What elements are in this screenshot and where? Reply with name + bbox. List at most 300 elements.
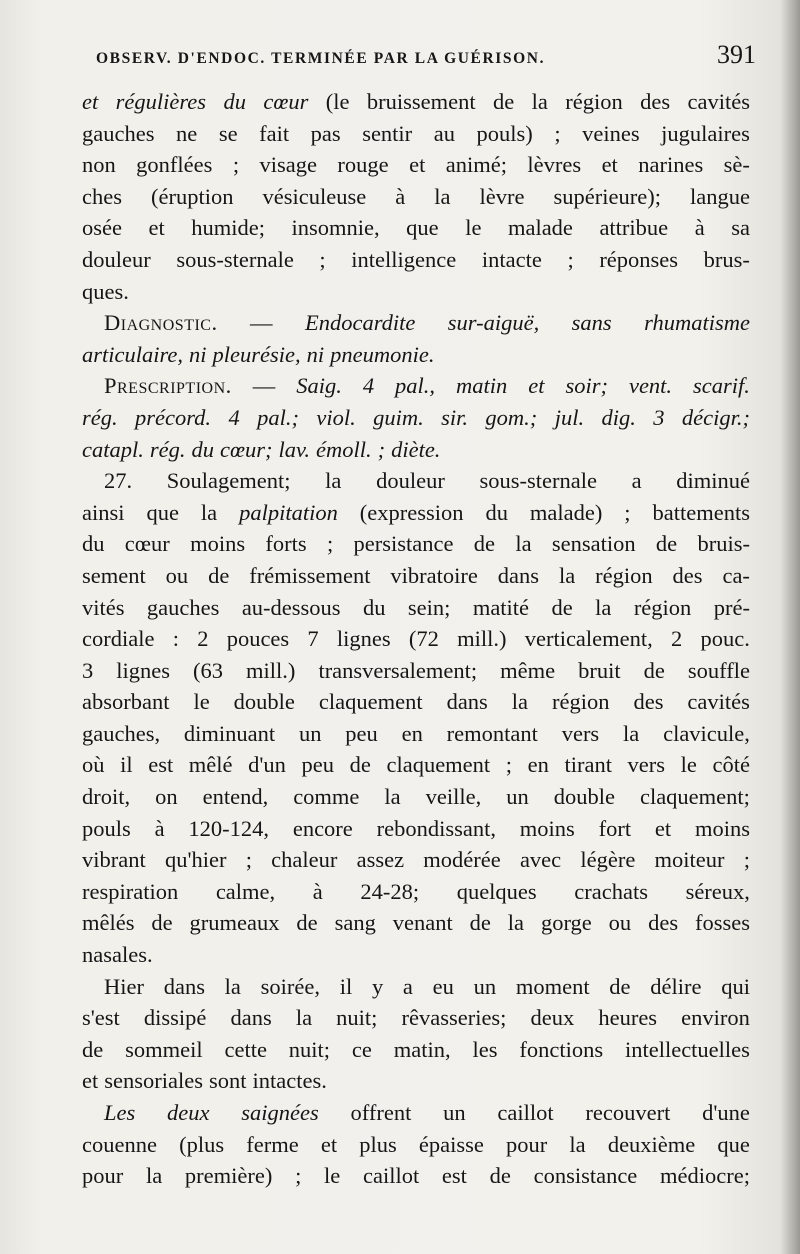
word: épaisse	[418, 1131, 484, 1157]
word: de	[208, 562, 230, 588]
word: ;	[319, 246, 326, 272]
word: dig.	[601, 404, 636, 430]
word: cordiale	[82, 626, 155, 652]
word: région	[552, 689, 610, 715]
word: région	[595, 562, 653, 588]
text-line	[82, 497, 750, 529]
text-line	[82, 118, 750, 150]
word: la	[531, 89, 548, 114]
word: diète.	[391, 436, 441, 462]
word: en	[401, 720, 423, 746]
word: ni	[189, 341, 207, 367]
word: la	[145, 1163, 163, 1189]
word: vibratoire	[390, 562, 478, 588]
word: fait	[259, 120, 290, 146]
word: ;	[505, 752, 513, 778]
word: la	[507, 910, 525, 936]
word: saignées	[241, 1100, 319, 1125]
word: sir.	[441, 404, 469, 430]
word: au-dessous	[241, 594, 341, 620]
word: Endocardite	[304, 310, 416, 336]
word: Saig.	[296, 373, 342, 399]
word: ;	[554, 120, 561, 146]
word: guim.	[373, 404, 424, 430]
word: du	[191, 436, 214, 462]
page-number: 391	[717, 40, 756, 69]
word: y	[371, 973, 384, 999]
word: moins	[190, 531, 246, 557]
word: réponses	[599, 246, 679, 272]
word: même	[500, 657, 556, 683]
word: heures	[598, 1005, 658, 1031]
text-line	[82, 434, 750, 466]
word: le	[465, 215, 482, 241]
word: double	[233, 689, 295, 715]
word: claquement	[318, 689, 423, 715]
word: humide;	[191, 215, 266, 241]
word: à	[395, 183, 406, 209]
word: et	[82, 89, 99, 114]
word: remontant	[446, 720, 538, 746]
word: gauches	[146, 594, 220, 620]
word: des	[640, 89, 671, 114]
word: sè-	[723, 152, 750, 178]
word: —	[250, 310, 273, 336]
word: de	[492, 89, 515, 114]
word: d'un	[248, 752, 286, 778]
word: la	[623, 720, 640, 746]
word: mill.)	[246, 657, 296, 683]
word: claquement;	[639, 784, 750, 810]
word: douleur	[376, 468, 445, 494]
word: eu	[432, 973, 454, 999]
word: cœur	[124, 531, 170, 557]
word: langue	[689, 183, 750, 209]
word: la	[515, 531, 532, 557]
word: encore	[292, 815, 353, 841]
text-line	[82, 781, 750, 813]
word: intelligence	[351, 246, 457, 272]
word: souffle	[687, 657, 750, 683]
word: la	[511, 689, 529, 715]
word: ferme	[246, 1131, 299, 1157]
word: 3	[82, 657, 94, 683]
word: précord.	[135, 404, 212, 430]
word: des	[648, 910, 679, 936]
word: bruit	[578, 657, 621, 683]
word: ;	[377, 436, 386, 462]
word: ques.	[82, 278, 129, 304]
word: un	[443, 1100, 466, 1125]
text-line	[82, 1129, 750, 1161]
word: nuit;	[288, 1036, 331, 1062]
word: absorbant	[82, 689, 170, 715]
word: sur-aiguë,	[447, 310, 540, 336]
word: pouc.	[700, 626, 750, 652]
word: scarif.	[693, 373, 750, 399]
word: jugulaires	[661, 120, 750, 146]
word: de	[296, 910, 318, 936]
word: sommeil	[125, 1036, 203, 1062]
word: 120-124,	[188, 815, 270, 841]
word: du	[485, 499, 508, 525]
word: lèvres	[527, 152, 582, 178]
text-line	[82, 370, 750, 402]
word: les	[472, 1036, 498, 1062]
word: 3	[653, 404, 665, 430]
word: 24-28;	[360, 878, 420, 904]
word: il	[339, 973, 353, 999]
word: sement	[82, 562, 146, 588]
word: d'une	[702, 1100, 750, 1125]
word: lèvre	[479, 183, 525, 209]
word: entend,	[202, 784, 269, 810]
word: animé;	[445, 152, 507, 178]
word: de	[469, 910, 491, 936]
word: de	[489, 1163, 511, 1189]
text-line	[82, 844, 750, 876]
word: est	[441, 1163, 467, 1189]
word: de	[82, 1036, 104, 1062]
word: pal.;	[257, 404, 299, 430]
word: (plus	[179, 1131, 225, 1157]
word: et	[528, 373, 545, 399]
word: catapl.	[82, 436, 144, 462]
text-line	[82, 1034, 750, 1066]
word: région	[633, 594, 692, 620]
word: narines	[638, 152, 704, 178]
word: :	[172, 626, 179, 652]
word: régulières	[115, 89, 207, 114]
text-line	[82, 149, 750, 181]
word: Hier	[104, 973, 144, 999]
text-line	[82, 528, 750, 560]
word: dissipé	[143, 1005, 207, 1031]
word: ne	[176, 120, 198, 146]
word: ca-	[722, 562, 750, 588]
word: 2	[671, 626, 683, 652]
word: en	[527, 752, 549, 778]
word: osée	[82, 215, 122, 241]
running-head: OBSERV. D'ENDOC. TERMINÉE PAR LA GUÉRISON.	[96, 50, 546, 67]
word: soir;	[565, 373, 608, 399]
word: rég.	[149, 436, 186, 462]
word: à	[154, 815, 165, 841]
word: délire	[650, 973, 702, 999]
word: dans	[163, 973, 205, 999]
word: a	[402, 973, 413, 999]
word: ches	[82, 183, 122, 209]
word: forts	[265, 531, 307, 557]
word: avec	[519, 847, 562, 873]
word: intellectuelles	[624, 1036, 750, 1062]
word: battements	[652, 499, 750, 525]
word: et	[409, 152, 426, 178]
word: gauches,	[82, 720, 161, 746]
word: la	[595, 594, 612, 620]
word: un	[298, 720, 322, 746]
text-line	[82, 339, 750, 371]
word: quelques	[456, 878, 537, 904]
word: intactes.	[252, 1068, 327, 1094]
word: ;	[295, 1163, 302, 1189]
word: sentir	[362, 120, 413, 146]
word: nuit;	[336, 1005, 378, 1031]
word: il	[120, 752, 133, 778]
word: dans	[497, 562, 540, 588]
word: gonflées	[136, 152, 213, 178]
word: de	[151, 910, 173, 936]
word: ;	[245, 847, 252, 873]
word: mêlé	[188, 752, 233, 778]
word: brus-	[703, 246, 750, 272]
word: est	[148, 752, 174, 778]
word: sa	[731, 215, 750, 241]
word: diminué	[676, 468, 750, 494]
word: lignes	[116, 657, 171, 683]
word: crachats	[574, 878, 648, 904]
text-line	[82, 1002, 750, 1034]
word: plus	[359, 1131, 397, 1157]
word: sous-sternale	[176, 246, 294, 272]
text-line	[82, 244, 750, 276]
word: pneumonie.	[330, 341, 435, 367]
word: pouces	[226, 626, 290, 652]
word: bruissement	[366, 89, 476, 114]
word: légère	[580, 847, 636, 873]
text-line	[82, 1097, 750, 1129]
word: que	[146, 499, 179, 525]
word: Les	[104, 1100, 136, 1125]
word: vers	[561, 720, 600, 746]
word: le	[193, 689, 210, 715]
word: lav.	[278, 436, 310, 462]
word: sont	[208, 1068, 247, 1094]
word: cœur;	[220, 436, 273, 462]
word: (expression	[359, 499, 464, 525]
word: gauches	[82, 120, 155, 146]
text-line	[82, 971, 750, 1003]
word: pouls	[82, 815, 131, 841]
word: attribue	[599, 215, 669, 241]
word: rêvasseries;	[401, 1005, 507, 1031]
word: a	[631, 468, 642, 494]
word: vers	[627, 752, 666, 778]
word: la	[569, 1131, 586, 1157]
word: grumeaux	[189, 910, 280, 936]
word: malade)	[529, 499, 603, 525]
word: ce	[351, 1036, 372, 1062]
word: et	[601, 152, 618, 178]
word: la	[295, 1005, 313, 1031]
word: 27.	[104, 468, 133, 494]
word: sensoriales	[104, 1068, 203, 1094]
word: du	[362, 594, 386, 620]
word: persistance	[353, 531, 454, 557]
text-line	[82, 749, 750, 781]
text-line	[82, 907, 750, 939]
word: respiration	[82, 878, 179, 904]
word: fosses	[694, 910, 750, 936]
text-line	[82, 181, 750, 213]
word: comme	[293, 784, 360, 810]
word: rhumatisme	[644, 310, 750, 336]
word: la	[200, 499, 218, 525]
word: deuxième	[607, 1131, 696, 1157]
word: séreux,	[685, 878, 750, 904]
word: (le	[325, 89, 350, 114]
word: intacte	[481, 246, 542, 272]
word: ainsi	[82, 499, 125, 525]
word: pré-	[713, 594, 750, 620]
word: moiteur	[654, 847, 725, 873]
word: de	[473, 531, 496, 557]
word: le	[324, 1163, 341, 1189]
word: frémissement	[249, 562, 371, 588]
word: 4	[228, 404, 240, 430]
word: la	[384, 784, 401, 810]
text-line	[82, 212, 750, 244]
word: couenne	[82, 1131, 157, 1157]
word: claquement	[386, 752, 491, 778]
word: ou	[608, 910, 632, 936]
word: le	[680, 752, 697, 778]
word: ;	[232, 152, 240, 178]
word: la	[434, 183, 451, 209]
word: région	[565, 89, 623, 114]
word: vibrant	[82, 847, 146, 873]
word: matité	[472, 594, 530, 620]
word: un	[473, 973, 497, 999]
word: modérée	[423, 847, 501, 873]
word: ;	[624, 499, 631, 525]
text-line	[82, 718, 750, 750]
word: qu'hier	[164, 847, 227, 873]
word: et	[148, 215, 165, 241]
word: qui	[721, 973, 750, 999]
word: mêlés	[82, 910, 135, 936]
word: cavités	[687, 89, 750, 114]
word: pas	[310, 120, 341, 146]
word: émoll.	[315, 436, 372, 462]
word: pal.,	[395, 373, 436, 399]
word: (éruption	[151, 183, 234, 209]
word: un	[506, 784, 529, 810]
word: que	[717, 1131, 750, 1157]
word: Prescription.	[104, 373, 232, 399]
word: ni	[306, 341, 325, 367]
word: ;	[326, 531, 334, 557]
word: consistance	[533, 1163, 638, 1189]
text-line	[82, 686, 750, 718]
word: des	[672, 562, 703, 588]
word: recouvert	[585, 1100, 671, 1125]
text-line	[82, 655, 750, 687]
word: matin,	[393, 1036, 451, 1062]
word: première)	[184, 1163, 273, 1189]
word: dans	[230, 1005, 272, 1031]
word: peu	[345, 720, 378, 746]
word: soirée,	[260, 973, 320, 999]
word: 2	[197, 626, 209, 652]
text-line	[82, 276, 750, 308]
word: peu	[301, 752, 335, 778]
word: sans	[571, 310, 612, 336]
word: de	[655, 531, 678, 557]
word: de	[643, 657, 665, 683]
word: pour	[82, 1163, 124, 1189]
word: Diagnostic.	[104, 310, 218, 336]
word: pour	[506, 1131, 548, 1157]
word: que	[406, 215, 439, 241]
word: double	[553, 784, 615, 810]
word: viol.	[316, 404, 356, 430]
word: s'est	[82, 1005, 120, 1031]
word: jul.	[554, 404, 585, 430]
word: assez	[356, 847, 405, 873]
text-line	[82, 1065, 750, 1097]
word: à	[694, 215, 705, 241]
word: (72	[408, 626, 439, 652]
word: du	[82, 531, 105, 557]
word: pleurésie,	[212, 341, 301, 367]
word: veines	[582, 120, 640, 146]
word: cavités	[687, 689, 750, 715]
word: transversalement;	[318, 657, 478, 683]
word: du	[223, 89, 246, 114]
word: malade	[507, 215, 573, 241]
word: médiocre;	[660, 1163, 750, 1189]
word: et	[82, 1068, 99, 1094]
word: offrent	[350, 1100, 412, 1125]
word: ;	[567, 246, 574, 272]
word: gom.;	[485, 404, 538, 430]
word: décigr.;	[681, 404, 750, 430]
word: articulaire,	[82, 341, 184, 367]
text-line	[82, 623, 750, 655]
word: —	[252, 373, 276, 399]
word: de	[551, 594, 573, 620]
text-line	[82, 465, 750, 497]
word: se	[218, 120, 238, 146]
word: moins	[519, 815, 575, 841]
word: côté	[712, 752, 750, 778]
word: fort	[598, 815, 632, 841]
word: sang	[334, 910, 376, 936]
text-line	[82, 939, 750, 971]
word: visage	[259, 152, 317, 178]
word: moins	[694, 815, 750, 841]
word: palpitation	[239, 499, 338, 525]
word: la	[224, 973, 241, 999]
page-header	[96, 40, 756, 84]
text-line	[82, 560, 750, 592]
word: douleur	[82, 246, 151, 272]
word: dans	[446, 689, 488, 715]
word: et	[320, 1131, 338, 1157]
word: ;	[743, 847, 750, 873]
word: bruis-	[697, 531, 750, 557]
text-line	[82, 813, 750, 845]
word: de	[349, 752, 371, 778]
word: caillot	[497, 1100, 554, 1125]
text-line	[82, 1160, 750, 1192]
word: fonctions	[519, 1036, 604, 1062]
word: mill.)	[457, 626, 507, 652]
word: non	[82, 152, 116, 178]
text-line	[82, 307, 750, 339]
word: cœur	[263, 89, 309, 114]
